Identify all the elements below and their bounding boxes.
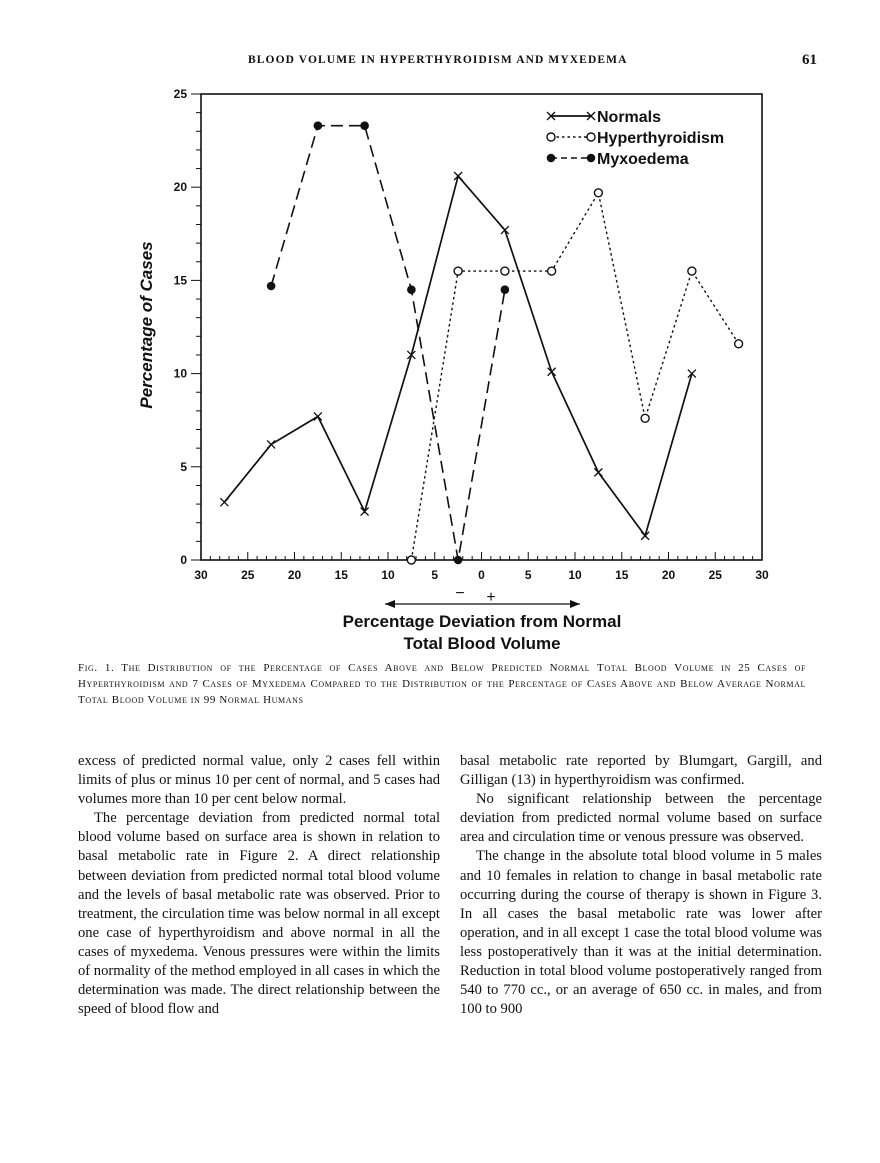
x-tick-label: 10 (381, 568, 395, 582)
y-tick-label: 20 (173, 180, 187, 195)
data-point-hyperthyroidism (548, 267, 556, 275)
page-number: 61 (802, 52, 817, 68)
y-tick-label: 0 (180, 553, 187, 567)
data-point-hyperthyroidism (454, 267, 462, 275)
x-tick-label: 20 (661, 568, 676, 582)
x-tick-label: 15 (334, 568, 348, 582)
x-tick-label: 25 (708, 568, 722, 582)
data-point-myxoedema (407, 285, 416, 294)
y-tick-label: 5 (180, 459, 187, 474)
y-axis-label: Percentage of Cases (137, 241, 156, 409)
figure-caption: Fig. 1. The Distribution of the Percentage of Cases Above and Below Predicted Normal Total Blood Volume in 25 Cases of Hyperthyroidism and 7 Cases of Myxedema Compared to the Distribution of the Percentage of Cases Above and Below Average Normal Total Blood Volume in 99 Normal Humans (78, 662, 806, 706)
data-point-hyperthyroidism (688, 267, 696, 275)
body-column-right (460, 752, 822, 1019)
x-tick-label: 20 (287, 568, 302, 582)
running-title: BLOOD VOLUME IN HYPERTHYROIDISM AND MYXEDEMA (248, 54, 628, 66)
x-tick-label: 0 (478, 568, 485, 582)
data-point-myxoedema (267, 282, 276, 291)
data-point-myxoedema (501, 285, 510, 294)
legend-label-normals: Normals (597, 109, 662, 126)
x-tick-label: 5 (431, 568, 439, 582)
data-point-myxoedema (454, 556, 463, 565)
legend (547, 109, 724, 168)
series-line-normals (224, 176, 692, 536)
data-point-myxoedema (314, 121, 323, 130)
x-tick-label: 30 (194, 568, 208, 582)
positive-sign: + (486, 589, 496, 606)
y-axis-ticks (174, 87, 201, 567)
x-tick-label: 5 (524, 568, 532, 582)
data-point-hyperthyroidism (641, 414, 649, 422)
x-tick-label: 15 (615, 568, 629, 582)
data-point-normals (594, 468, 602, 476)
y-tick-label: 25 (173, 87, 187, 101)
x-tick-label: 10 (568, 568, 582, 582)
data-point-normals (548, 368, 556, 376)
legend-marker-hyperthyroidism (587, 133, 595, 141)
legend-label-myxoedema: Myxoedema (597, 151, 689, 168)
sign-arrow (385, 600, 580, 608)
data-point-hyperthyroidism (735, 340, 743, 348)
data-series (220, 121, 742, 564)
data-point-normals (220, 498, 228, 506)
data-point-hyperthyroidism (501, 267, 509, 275)
legend-marker-myxoedema (547, 154, 556, 163)
data-point-normals (314, 412, 322, 420)
series-line-myxoedema (271, 126, 505, 560)
x-axis-label-line-1: Percentage Deviation from Normal (342, 612, 622, 631)
data-point-hyperthyroidism (407, 556, 415, 564)
negative-sign: − (455, 585, 465, 602)
paragraph: basal metabolic rate reported by Blumgart, Gargill, and Gilligan (13) in hyperthyroidism was confirmed. (460, 753, 822, 789)
paragraph: The change in the absolute total blood volume in 5 males and 10 females in relation to change in basal metabolic rate occurring during the course of therapy is shown in Figure 3. In all cases the basal metabolic rate was lower after operation, and in all except 1 case the total blood volume was less postoperatively than it was at the initial determination. Reduction in total blood volume postoperatively ranged from 540 to 770 cc., or an average of 650 cc. in males, and from 100 to 900 (460, 848, 822, 1018)
figure-1-chart (0, 80, 880, 660)
x-axis-ticks (194, 552, 769, 582)
legend-label-hyperthyroidism: Hyperthyroidism (597, 130, 725, 147)
body-column-left (78, 752, 440, 1019)
y-tick-label: 15 (173, 273, 187, 288)
paragraph: excess of predicted normal value, only 2 cases fell within limits of plus or minus 10 per cent of normal, and 5 cases had volumes more than 10 per cent below normal. (78, 753, 440, 808)
x-tick-label: 25 (241, 568, 255, 582)
data-point-myxoedema (360, 121, 369, 130)
x-axis-label-line-2: Total Blood Volume (403, 634, 561, 653)
legend-marker-myxoedema (587, 154, 596, 163)
legend-marker-hyperthyroidism (547, 133, 555, 141)
data-point-normals (267, 440, 275, 448)
paragraph: The percentage deviation from predicted normal total blood volume based on surface area is shown in relation to basal metabolic rate in Figure 2. A direct relationship between deviation from predicted normal total blood volume and the levels of basal metabolic rate was observed. Prior to treatment, the circulation time was below normal in all except one case of hyperthyroidism and above normal in all the cases of myxedema. Venous pressures were within the limits of normality of the method employed in all cases in which the determination was made. The direct relationship between the speed of blood flow and (78, 810, 440, 1018)
y-tick-label: 10 (173, 366, 187, 381)
data-point-normals (501, 226, 509, 234)
x-tick-label: 30 (755, 568, 769, 582)
data-point-hyperthyroidism (594, 189, 602, 197)
paragraph: No significant relationship between the percentage deviation from predicted normal volume based on surface area and circulation time or venous pressure was observed. (460, 791, 822, 846)
